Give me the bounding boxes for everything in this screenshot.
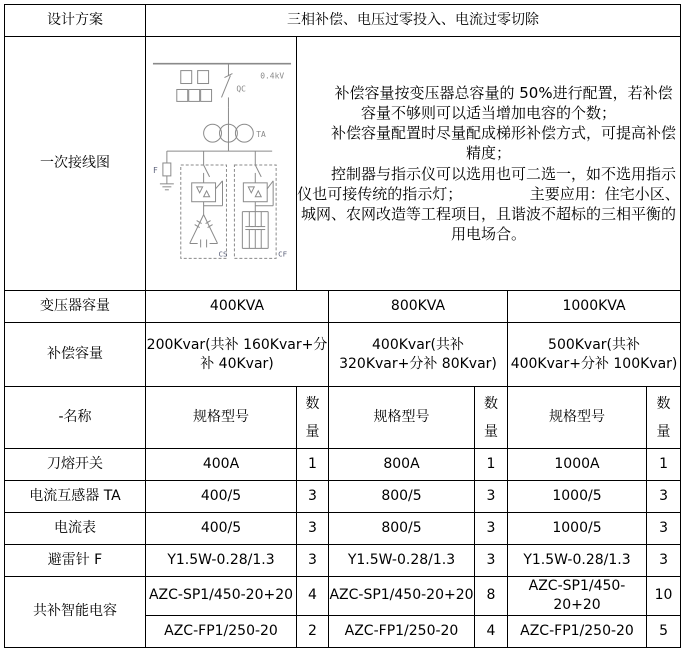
qc-switch-icon [221, 63, 232, 107]
item-name: 刀熔开关 [5, 449, 146, 481]
item-name: 避雷针 F [5, 545, 146, 577]
transformer-capacity-cell: 800KVA [329, 291, 508, 323]
cs-bank-inner [189, 165, 222, 247]
compensation-label: 补偿容量 [5, 323, 146, 387]
header-qty-text: 数量 [484, 395, 498, 440]
cf-label: CF [277, 248, 287, 258]
notes-cell [297, 37, 681, 291]
capacitor-name: 共补智能电容 [5, 577, 146, 648]
qty-cell: 3 [647, 545, 681, 577]
item-row [5, 481, 681, 513]
meter-icons [176, 70, 211, 101]
cs-label: CS [218, 248, 227, 258]
spec-cell: AZC-FP1/250-20 [329, 615, 475, 647]
current-transformer-icon [203, 107, 253, 151]
spec-cell: 800A [329, 449, 475, 481]
qty-cell: 3 [297, 481, 329, 513]
transformer-capacity-cell: 400KVA [146, 291, 329, 323]
qty-cell: 1 [297, 449, 329, 481]
bus-voltage-label: 0.4kV [259, 71, 284, 81]
spec-cell: 1000A [508, 449, 647, 481]
spec-cell: 400A [146, 449, 297, 481]
header-spec: 规格型号 [146, 387, 297, 449]
design-value: 三相补偿、电压过零投入、电流过零切除 [146, 5, 681, 37]
table-header-row [5, 387, 681, 449]
spec-cell: AZC-FP1/250-20 [146, 615, 297, 647]
compensation-value-cell: 400Kvar(共补 320Kvar+分补 80Kvar) [329, 323, 508, 387]
item-row [5, 449, 681, 481]
spec-cell: 800/5 [329, 481, 475, 513]
qty-cell: 3 [647, 513, 681, 545]
spec-cell: Y1.5W-0.28/1.3 [329, 545, 475, 577]
fuse-icon [159, 151, 173, 190]
header-qty [475, 387, 508, 449]
header-spec: 规格型号 [508, 387, 647, 449]
cf-bank-inner [242, 165, 273, 248]
spec-cell: AZC-FP1/250-20 [508, 615, 647, 647]
spec-cell: 1000/5 [508, 513, 647, 545]
header-qty [647, 387, 681, 449]
spec-cell: 1000/5 [508, 481, 647, 513]
qty-cell: 3 [647, 481, 681, 513]
qty-cell: 2 [297, 615, 329, 647]
qty-cell: 3 [475, 545, 508, 577]
note-paragraph: 补偿容量按变压器总容量的 50%进行配置，若补偿容量不够则可以适当增加电容的个数； [334, 83, 673, 122]
item-name: 电流表 [5, 513, 146, 545]
design-row [5, 5, 681, 37]
qty-cell: 4 [475, 615, 508, 647]
transformer-label: 变压器容量 [5, 291, 146, 323]
spec-cell: Y1.5W-0.28/1.3 [508, 545, 647, 577]
item-row [5, 513, 681, 545]
header-name: -名称 [5, 387, 146, 449]
spec-cell: AZC-SP1/450-20+20 [329, 577, 475, 616]
spec-cell: Y1.5W-0.28/1.3 [146, 545, 297, 577]
transformer-capacity-cell: 1000KVA [508, 291, 681, 323]
spec-cell: 800/5 [329, 513, 475, 545]
qty-cell: 8 [475, 577, 508, 616]
header-qty-text: 数量 [305, 395, 320, 440]
qty-cell: 3 [475, 513, 508, 545]
note-paragraph: 控制器与指示仪可以选用也可二选一，如不选用指示仪也可接传统的指示灯； 主要应用：住宅小区、城网、农网改造等工程项目，且谐波不超标的三相平衡的用电场合。 [297, 164, 680, 244]
fuse-label: F [152, 165, 158, 175]
qty-cell: 1 [647, 449, 681, 481]
qty-cell: 1 [475, 449, 508, 481]
header-qty [297, 387, 329, 449]
design-label: 设计方案 [5, 5, 146, 37]
capacitor-row [5, 577, 681, 616]
qty-cell: 5 [647, 615, 681, 647]
compensation-value-cell: 200Kvar(共补 160Kvar+分补 40Kvar) [146, 323, 329, 387]
qty-cell: 4 [297, 577, 329, 616]
spec-cell: 400/5 [146, 513, 297, 545]
spec-cell: 400/5 [146, 481, 297, 513]
item-row [5, 545, 681, 577]
one-line-diagram-cell [146, 37, 297, 291]
qty-cell: 3 [297, 545, 329, 577]
transformer-row [5, 291, 681, 323]
header-spec: 规格型号 [329, 387, 475, 449]
qty-cell: 10 [647, 577, 681, 616]
ct-label: TA [255, 129, 266, 139]
compensation-value-cell: 500Kvar(共补 400Kvar+分补 100Kvar) [508, 323, 681, 387]
header-qty-text: 数量 [656, 395, 671, 440]
qc-switch-label: QC [235, 84, 246, 94]
one-line-diagram [147, 51, 296, 271]
compensation-row [5, 323, 681, 387]
note-paragraph: 补偿容量配置时尽量配成梯形补偿方式，可提高补偿精度； [331, 124, 677, 163]
spec-cell: AZC-SP1/450-20+20 [146, 577, 297, 616]
qty-cell: 3 [297, 513, 329, 545]
diagram-label: 一次接线图 [5, 37, 146, 291]
diagram-row [5, 37, 681, 291]
spec-table [4, 4, 681, 648]
item-name: 电流互感器 TA [5, 481, 146, 513]
qty-cell: 3 [475, 481, 508, 513]
spec-cell: AZC-SP1/450-20+20 [508, 577, 647, 616]
